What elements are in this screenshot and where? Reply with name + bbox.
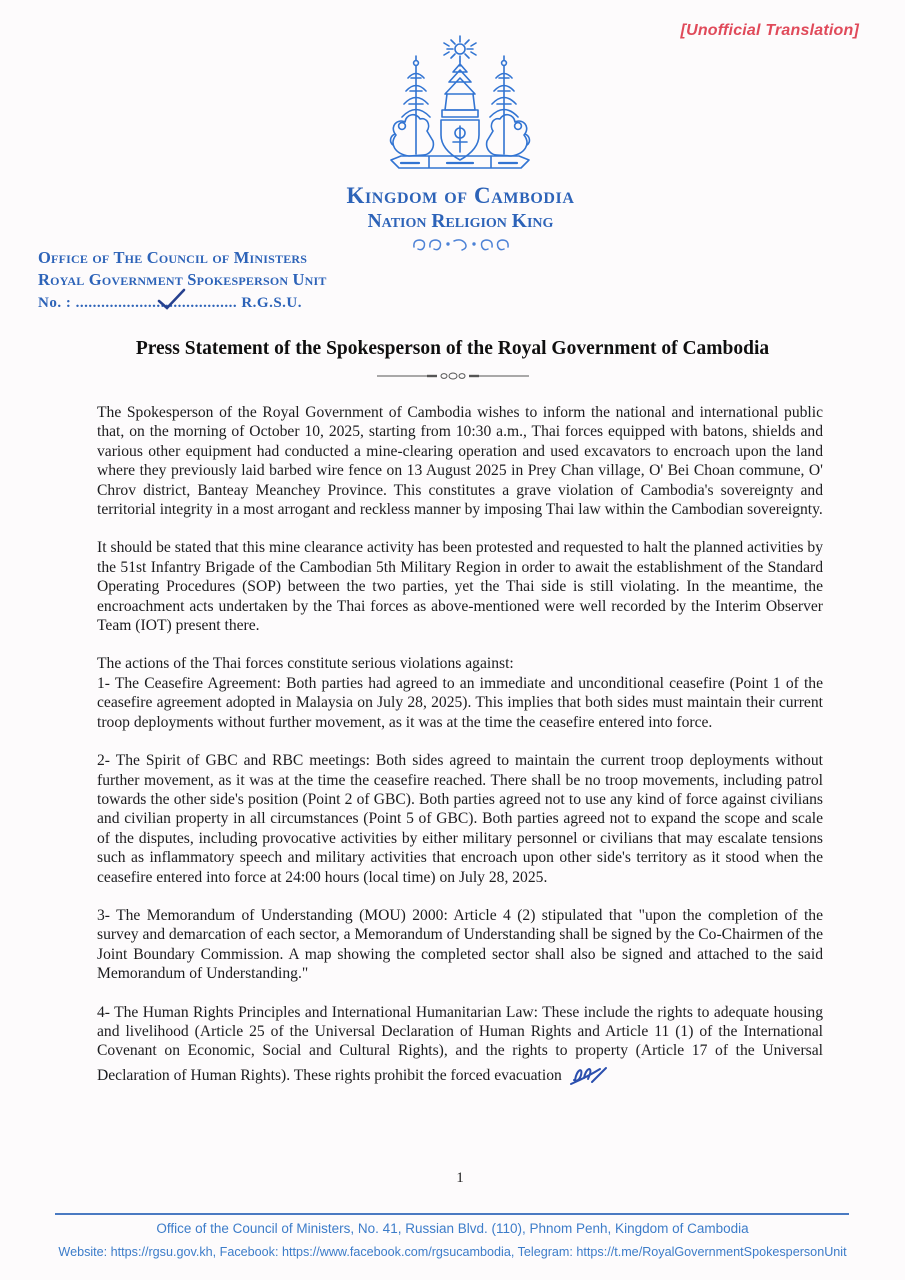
footer-address: Office of the Council of Ministers, No. 41, Russian Blvd. (110), Phnom Penh, Kingdom of Cambodia (156, 1221, 749, 1236)
footer-links: Website: https://rgsu.gov.kh, Facebook: https://www.facebook.com/rgsucambodia, Telegram: https://t.me/RoyalGovernmentSpokespersonUnit (58, 1245, 847, 1259)
unofficial-translation-label: [Unofficial Translation] (680, 22, 859, 39)
page-number: 1 (456, 1170, 464, 1186)
checkmark-icon (156, 288, 186, 315)
violation-item-1: 1- The Ceasefire Agreement: Both parties had agreed to an immediate and unconditional ceasefire (Point 1 of the ceasefire agreement adopted in Malaysia on July 28, 2025). This implies that both sides must maintain their current troop deployments without further movement, as it was at the time the ceasefire entered into force. (97, 674, 823, 731)
office-block (38, 247, 327, 312)
violation-item-4 (97, 1003, 823, 1087)
doc-no-dots: ...................................... (75, 295, 238, 311)
office-name-line1: Office of The Council of Ministers (38, 248, 308, 267)
doc-no-suffix: R.G.S.U. (241, 295, 303, 311)
national-motto: Nation Religion King (367, 211, 554, 232)
violations-intro: The actions of the Thai forces constitute serious violations against: (97, 655, 514, 673)
office-name-line2: Royal Government Spokesperson Unit (38, 270, 327, 289)
title-block (0, 338, 905, 387)
royal-arms-icon (381, 30, 539, 183)
violation-item-4-text: 4- The Human Rights Principles and International Humanitarian Law: These include the rights to adequate housing and livelihood (Article 25 of the Universal Declaration of Human Rights and Article 11 (1) of the International Covenant on Economic, Social and Cultural Rights), and the rights to property (Article 17 of the Universal Declaration of Human Rights). These rights prohibit the forced evacuation (97, 1003, 823, 1084)
handwritten-initials-icon (568, 1061, 608, 1087)
paragraph-2: It should be stated that this mine clearance activity has been protested and requested to halt the planned activities by the 51st Infantry Brigade of the Cambodian 5th Military Region in order to await the establishment of the Standard Operating Procedures (SOP) between the two parties, yet the Thai side is still violating. In the meantime, the encroachment acts undertaken by the Thai forces as above-mentioned were well recorded by the Interim Observer Team (IOT) present there. (97, 539, 823, 635)
kingdom-title: Kingdom of Cambodia (346, 183, 575, 208)
doc-no-prefix: No. : (38, 295, 72, 311)
violation-item-2: 2- The Spirit of GBC and RBC meetings: Both sides agreed to maintain the current troop deployments without further movement, as it was at the time the ceasefire reached. There shall be no troop movements, including patrol towards the other side's position (Point 2 of GBC). Both parties agreed not to use any kind of force against civilians and civilian property in all circumstances (Point 5 of GBC). Both parties agreed not to expand the scope and scale of the disputes, including provocative activities by either military personnel or civilians that may escalate tensions such as inflammatory speech and military activities that encroach upon other side's territory as it stood when the ceasefire entered into force at 24:00 hours (local time) on July 28, 2025. (97, 752, 823, 886)
title-divider-icon (0, 369, 905, 387)
violation-item-3: 3- The Memorandum of Understanding (MOU) 2000: Article 4 (2) stipulated that "upon the completion of the survey and demarcation of each sector, a Memorandum of Understanding shall be signed by the Co-Chairmen of the Joint Boundary Commission. A map showing the completed sector shall also be signed and attached to the said Memorandum of Understanding." (97, 906, 823, 983)
masthead (16, 183, 905, 252)
paragraph-1: The Spokesperson of the Royal Government of Cambodia wishes to inform the national and international public that, on the morning of October 10, 2025, starting from 10:30 a.m., Thai forces equipped with batons, shields and various other equipment had conducted a mine-clearing operation and used excavators to encroach upon the land where they previously laid barbed wire fence on 13 August 2025 in Prey Chan village, O' Bei Choan commune, O' Chrov district, Banteay Meanchey Province. This constitutes a grave violation of Cambodia's sovereignty and territorial integrity in a most arrogant and reckless manner by imposing Thai law within the Cambodian sovereignty. (97, 404, 823, 519)
footer-divider (55, 1213, 849, 1215)
document-number-line (38, 295, 327, 312)
statement-body (97, 403, 823, 1106)
statement-title: Press Statement of the Spokesperson of the Royal Government of Cambodia (135, 338, 770, 359)
